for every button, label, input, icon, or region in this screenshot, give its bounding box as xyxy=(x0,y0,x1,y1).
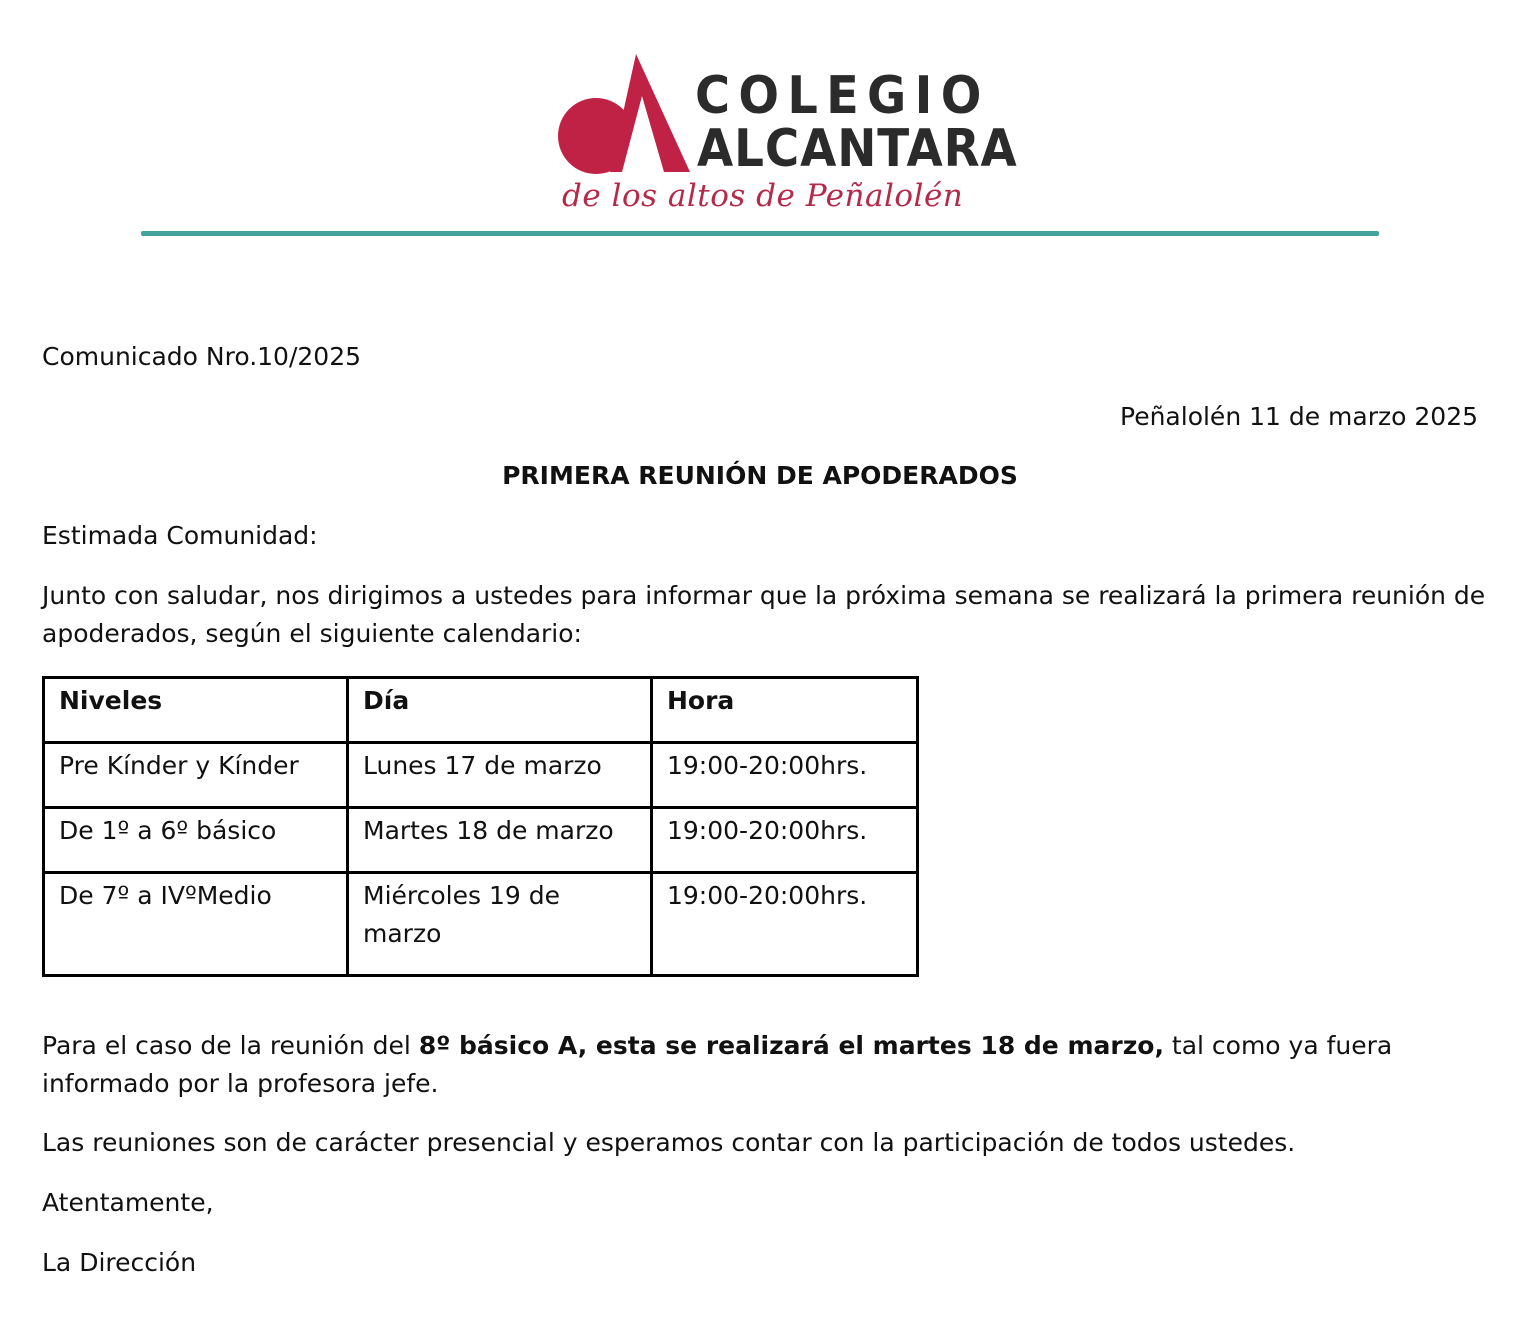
cell-hora: 19:00-20:00hrs. xyxy=(652,808,918,873)
header-niveles: Niveles xyxy=(44,678,348,743)
greeting: Estimada Comunidad: xyxy=(42,521,318,550)
document-title: PRIMERA REUNIÓN DE APODERADOS xyxy=(502,461,1018,490)
logo-text-line2: ALCANTARA xyxy=(697,119,1018,179)
table-row xyxy=(44,873,918,976)
school-logo-icon xyxy=(556,52,690,176)
logo-text-line1: COLEGIO xyxy=(695,66,990,126)
logo-tagline: de los altos de Peñalolén xyxy=(562,178,964,214)
cell-nivel: De 1º a 6º básico xyxy=(44,808,348,873)
header-hora: Hora xyxy=(652,678,918,743)
cell-dia: Miércoles 19 de marzo xyxy=(348,873,652,976)
cell-nivel: De 7º a IVºMedio xyxy=(44,873,348,976)
note-text-end: tal como ya fuera informado por la profesora jefe. xyxy=(42,1031,1393,1098)
table-row xyxy=(44,808,918,873)
header-dia: Día xyxy=(348,678,652,743)
date-line: Peñalolén 11 de marzo 2025 xyxy=(1120,402,1478,431)
communique-number: Comunicado Nro.10/2025 xyxy=(42,342,362,371)
cell-dia: Lunes 17 de marzo xyxy=(348,743,652,808)
cell-dia: Martes 18 de marzo xyxy=(348,808,652,873)
cell-hora: 19:00-20:00hrs. xyxy=(652,873,918,976)
closing: Atentamente, xyxy=(42,1188,214,1217)
presencial-paragraph: Las reuniones son de carácter presencial y esperamos contar con la participación de todos ustedes. xyxy=(42,1128,1296,1157)
letterhead xyxy=(0,0,1536,250)
cell-nivel: Pre Kínder y Kínder xyxy=(44,743,348,808)
signature: La Dirección xyxy=(42,1248,197,1277)
cell-hora: 19:00-20:00hrs. xyxy=(652,743,918,808)
table-header-row xyxy=(44,678,918,743)
note-paragraph xyxy=(42,1027,1492,1103)
table-row xyxy=(44,743,918,808)
intro-paragraph: Junto con saludar, nos dirigimos a ustedes para informar que la próxima semana se realizará la primera reunión de apoderados, según el siguiente calendario: xyxy=(42,581,1486,648)
note-text-start: Para el caso de la reunión del xyxy=(42,1031,419,1060)
schedule-table xyxy=(42,676,919,977)
header-divider xyxy=(141,231,1379,236)
note-text-bold: 8º básico A, esta se realizará el martes 18 de marzo, xyxy=(418,1031,1164,1060)
